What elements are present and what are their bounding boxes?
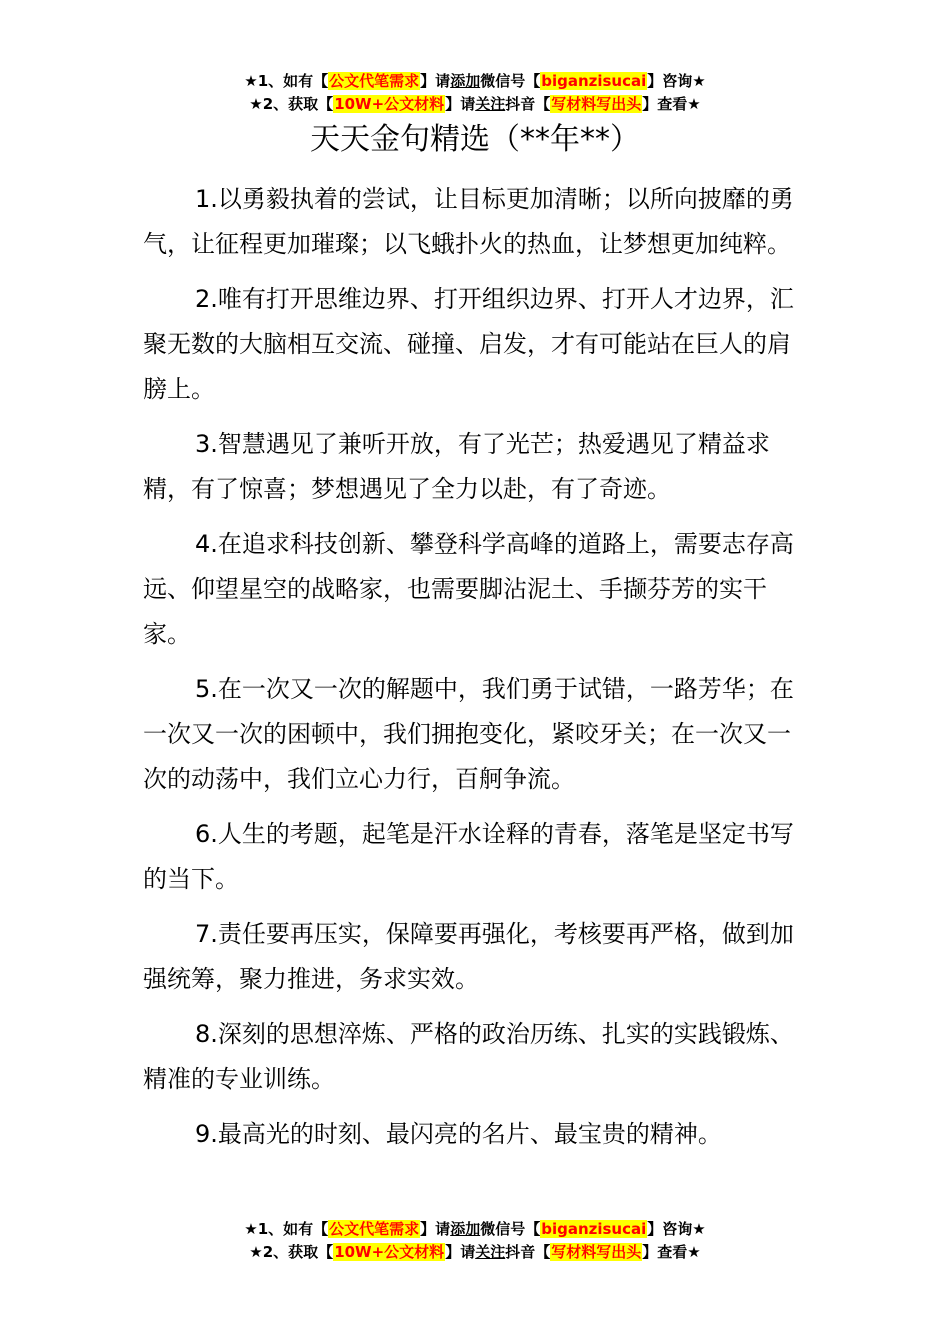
quote-paragraph: 6.人生的考题，起笔是汗水诠释的青春，落笔是坚定书写的当下。: [143, 820, 794, 893]
promo-highlight: biganzisucai: [541, 1220, 647, 1238]
quote-paragraph: 3.智慧遇见了兼听开放，有了光芒；热爱遇见了精益求精，有了惊喜；梦想遇见了全力以赴，有了奇迹。: [143, 430, 770, 503]
promo-text: 】咨询★: [647, 72, 706, 90]
promo-text: ★1、如有【: [244, 72, 329, 90]
promo-text: ★2、获取【: [249, 95, 334, 113]
promo-underline-text: 添加: [450, 1220, 481, 1238]
promo-highlight: 公文代笔需求: [329, 1220, 420, 1238]
promo-text: 】请: [420, 72, 451, 90]
promo-text: 】请: [420, 1220, 451, 1238]
promo-text: 微信号【: [480, 1220, 541, 1238]
promo-text: 抖音【: [505, 1243, 551, 1261]
promo-footer: [0, 1218, 950, 1264]
promo-text: 】查看★: [642, 95, 701, 113]
promo-text: ★2、获取【: [249, 1243, 334, 1261]
promo-underline-text: 关注: [475, 95, 506, 113]
quote-paragraph: 4.在追求科技创新、攀登科学高峰的道路上，需要志存高远、仰望星空的战略家，也需要脚沾泥土、手撷芬芳的实干家。: [143, 530, 794, 648]
document-title: 天天金句精选（**年**）: [310, 122, 640, 157]
promo-text: 】请: [445, 95, 476, 113]
quote-paragraph: 9.最高光的时刻、最闪亮的名片、最宝贵的精神。: [195, 1120, 722, 1148]
promo-underline-text: 添加: [450, 72, 481, 90]
promo-text: 抖音【: [505, 95, 551, 113]
promo-line-1: [0, 70, 950, 93]
promo-text: 微信号【: [480, 72, 541, 90]
promo-highlight: 写材料写出头: [551, 95, 642, 113]
quote-paragraph: 1.以勇毅执着的尝试，让目标更加清晰；以所向披靡的勇气，让征程更加璀璨；以飞蛾扑火的热血，让梦想更加纯粹。: [143, 185, 794, 258]
promo-highlight: biganzisucai: [541, 72, 647, 90]
promo-highlight: 10W+公文材料: [334, 95, 445, 113]
promo-line-2: [0, 93, 950, 116]
promo-text: 】请: [445, 1243, 476, 1261]
promo-text: 】咨询★: [647, 1220, 706, 1238]
promo-underline-text: 关注: [475, 1243, 506, 1261]
promo-highlight: 写材料写出头: [551, 1243, 642, 1261]
quote-paragraph: 5.在一次又一次的解题中，我们勇于试错，一路芳华；在一次又一次的困顿中，我们拥抱变化，紧咬牙关；在一次又一次的动荡中，我们立心力行，百舸争流。: [143, 675, 794, 793]
promo-text: 】查看★: [642, 1243, 701, 1261]
quote-paragraph: 8.深刻的思想淬炼、严格的政治历练、扎实的实践锻炼、精准的专业训练。: [143, 1020, 794, 1093]
promo-line-1: [0, 1218, 950, 1241]
promo-line-2: [0, 1241, 950, 1264]
document-body: [143, 177, 813, 1167]
promo-highlight: 10W+公文材料: [334, 1243, 445, 1261]
promo-header: [0, 70, 950, 116]
quote-paragraph: 7.责任要再压实，保障要再强化，考核要再严格，做到加强统筹，聚力推进，务求实效。: [143, 920, 794, 993]
quote-paragraph: 2.唯有打开思维边界、打开组织边界、打开人才边界，汇聚无数的大脑相互交流、碰撞、启发，才有可能站在巨人的肩膀上。: [143, 285, 794, 403]
promo-text: ★1、如有【: [244, 1220, 329, 1238]
promo-highlight: 公文代笔需求: [329, 72, 420, 90]
